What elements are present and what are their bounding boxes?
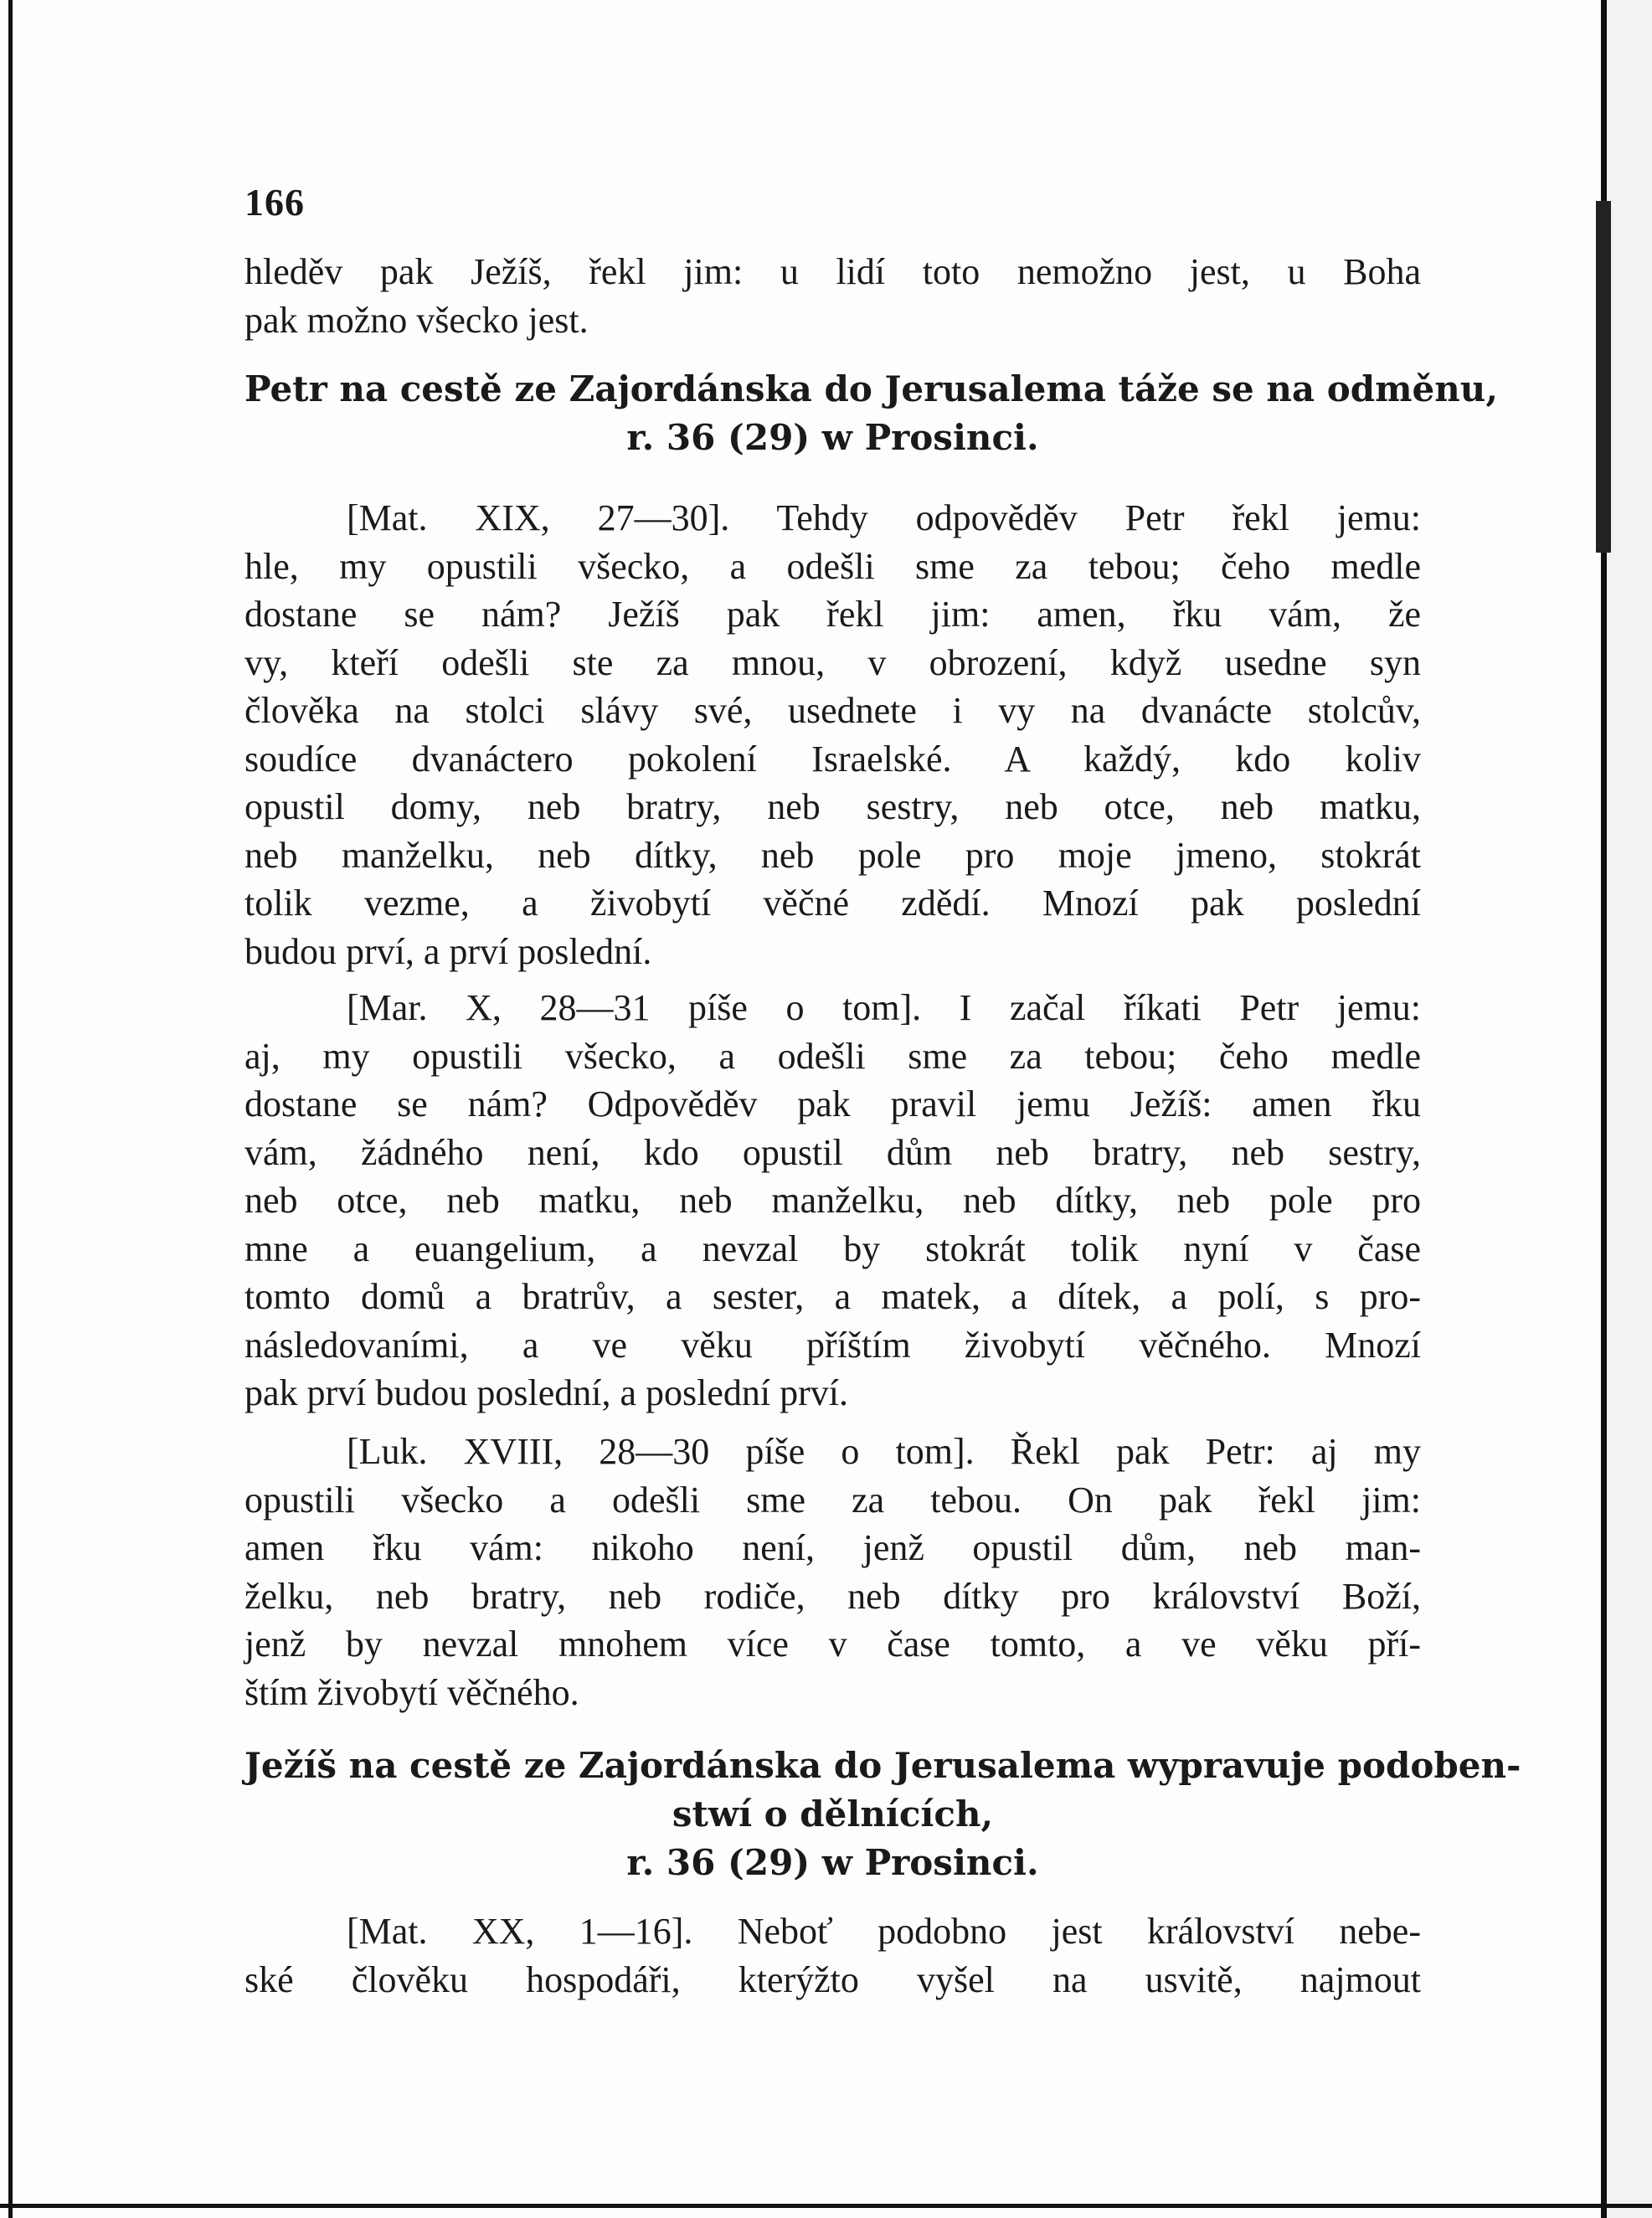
text-line: opustil domy, neb bratry, neb sestry, neb otce, neb matku, — [244, 786, 1421, 827]
paragraph-matthew-19 — [244, 494, 1421, 975]
heading-line: r. 36 (29) w Prosinci. — [626, 1842, 1039, 1883]
section1-tail — [244, 248, 1421, 344]
text-line: hle, my opustili všecko, a odešli sme za tebou; čeho medle — [244, 545, 1421, 587]
text-line: následovaními, a ve věku příštím živobytí věčného. Mnozí — [244, 1324, 1421, 1366]
text-line: [Mat. XX, 1—16]. Neboť podobno jest království nebe- — [347, 1911, 1421, 1952]
text-line: budou prví, a prví poslední. — [244, 930, 652, 972]
scan-border-right-notch — [1596, 201, 1611, 553]
heading-line: r. 36 (29) w Prosinci. — [626, 417, 1039, 458]
text-line: vám, žádného není, kdo opustil dům neb bratry, neb sestry, — [244, 1131, 1421, 1173]
text-line: ské člověku hospodáři, kterýžto vyšel na usvitě, najmout — [244, 1958, 1421, 2000]
text-line: opustili všecko a odešli sme za tebou. On pak řekl jim: — [244, 1479, 1421, 1521]
text-line: pak prví budou poslední, a poslední prví. — [244, 1372, 849, 1413]
text-line: vy, kteří odešli ste za mnou, v obrození, když usedne syn — [244, 641, 1421, 683]
text-line: štím živobytí věčného. — [244, 1671, 579, 1713]
text-line: člověka na stolci slávy své, usednete i vy na dvanácte stolcův, — [244, 690, 1421, 731]
heading-line: Petr na cestě ze Zajordánska do Jerusalema táže se na odměnu, — [244, 368, 1498, 409]
scan-margin-right — [1607, 0, 1652, 2218]
text-line: pak možno všecko jest. — [244, 299, 589, 341]
text-line: mne a euangelium, a nevzal by stokrát tolik nyní v čase — [244, 1227, 1421, 1269]
text-line: [Mar. X, 28—31 píše o tom]. I začal říkati Petr jemu: — [347, 987, 1421, 1028]
text-line: neb manželku, neb dítky, neb pole pro moje jmeno, stokrát — [244, 834, 1421, 876]
heading-line: stwí o dělnících, — [672, 1793, 994, 1835]
section-heading-1 — [244, 365, 1498, 462]
heading-line: Ježíš na cestě ze Zajordánska do Jerusalema wypravuje podoben- — [244, 1745, 1521, 1786]
text-line: tolik vezme, a živobytí věčné zdědí. Mnozí pak poslední — [244, 883, 1421, 924]
text-line: dostane se nám? Ježíš pak řekl jim: amen, řku vám, že — [244, 594, 1421, 635]
paragraph-luke-18 — [244, 1428, 1421, 1716]
section-heading-2 — [244, 1742, 1521, 1887]
text-line: tomto domů a bratrův, a sester, a matek, a dítek, a polí, s pro- — [244, 1276, 1421, 1317]
text-line: jenž by nevzal mnohem více v čase tomto, a ve věku pří- — [244, 1624, 1421, 1665]
page-number: 166 — [244, 181, 305, 224]
text-line: neb otce, neb matku, neb manželku, neb dítky, neb pole pro — [244, 1180, 1421, 1221]
text-line: aj, my opustili všecko, a odešli sme za tebou; čeho medle — [244, 1035, 1421, 1077]
text-line: želku, neb bratry, neb rodiče, neb dítky pro království Boží, — [244, 1575, 1421, 1617]
text-line: soudíce dvanáctero pokolení Israelské. A každý, kdo koliv — [244, 738, 1421, 780]
scan-border-bottom — [0, 2204, 1652, 2208]
text-line: dostane se nám? Odpověděv pak pravil jemu Ježíš: amen řku — [244, 1083, 1421, 1124]
text-line: hleděv pak Ježíš, řekl jim: u lidí toto nemožno jest, u Boha — [244, 251, 1421, 292]
paragraph-matthew-20 — [244, 1907, 1421, 2004]
text-line: amen řku vám: nikoho není, jenž opustil dům, neb man- — [244, 1527, 1421, 1568]
paragraph-mark-10 — [244, 984, 1421, 1418]
scan-border-left — [8, 0, 13, 2218]
text-line: [Mat. XIX, 27—30]. Tehdy odpověděv Petr řekl jemu: — [347, 497, 1421, 538]
text-line: [Luk. XVIII, 28—30 píše o tom]. Řekl pak Petr: aj my — [347, 1431, 1421, 1472]
